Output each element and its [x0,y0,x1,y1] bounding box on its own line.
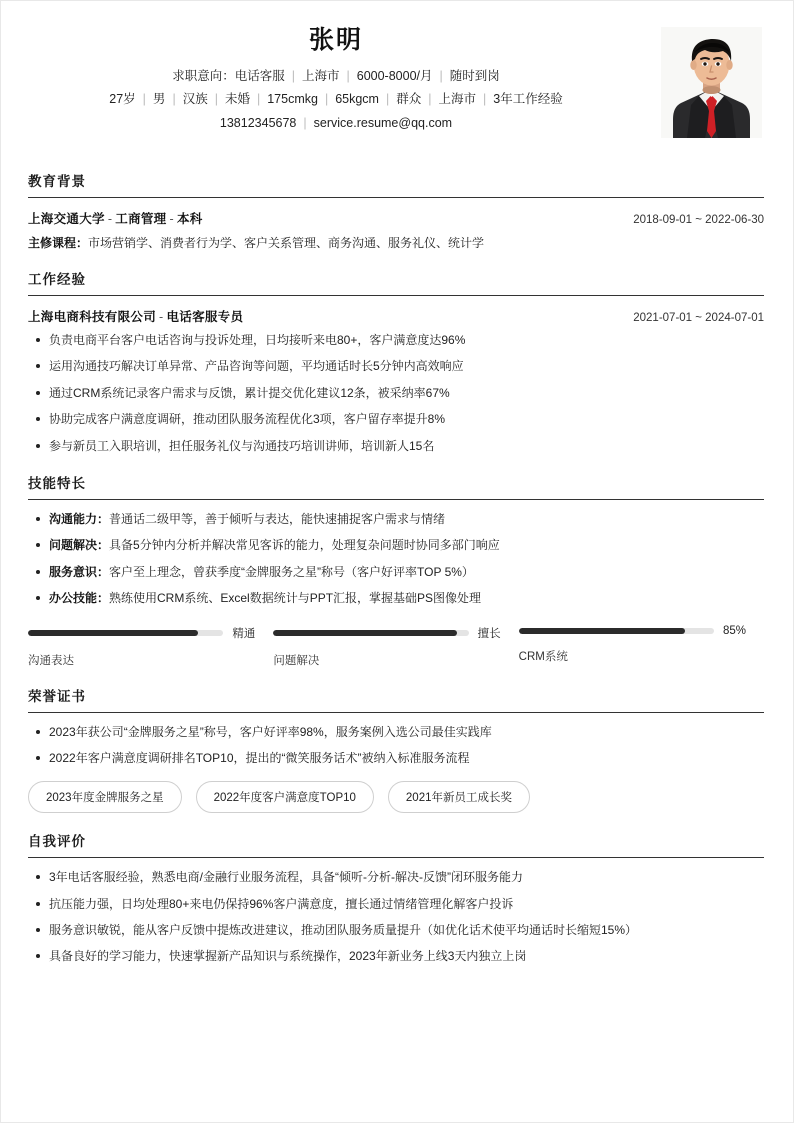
work-entry-head [28,307,764,325]
resume-header [28,23,764,153]
list-item: 通过CRM系统记录客户需求与反馈，累计提交优化建议12条，被采纳率67% [28,385,764,402]
dash: - [159,310,164,324]
list-item [28,590,764,607]
section-skills [28,472,764,668]
work-date: 2021-07-01 ~ 2024-07-01 [633,312,764,324]
skill-bar-level: 精通 [232,627,256,640]
personal-item-1: 男 [152,92,166,107]
personal-item-3: 未婚 [224,92,250,107]
section-title-education: 教育背景 [28,170,764,198]
list-item: 2022年客户满意度调研排名TOP10，提出的“微笑服务话术”被纳入标准服务流程 [28,750,764,767]
skill-bar-track [28,630,223,636]
contact-line [28,114,644,133]
page-title: 张明 [308,26,363,54]
separator: | [172,92,176,107]
skill-key: 服务意识： [49,564,110,579]
portrait-photo-icon [661,27,762,138]
education-school: 上海交通大学 [28,212,105,226]
personal-info-line [28,90,644,109]
objective-item-2: 6000-8000/月 [356,69,433,83]
list-item: 参与新员工入职培训，担任服务礼仪与沟通技巧培训讲师，培训新人15名 [28,438,764,455]
personal-item-2: 汉族 [182,92,208,107]
personal-item-4: 175cmkg [267,92,318,107]
separator: | [428,92,432,107]
list-item [28,537,764,554]
list-item: 负责电商平台客户电话咨询与投诉处理，日均接听来电80+，客户满意度达96% [28,332,764,349]
skill-bar-track [519,628,714,634]
separator: | [142,92,146,107]
list-item: 运用沟通技巧解决订单异常、产品咨询等问题，平均通话时长5分钟内高效响应 [28,358,764,375]
honor-tag[interactable]: 2022年度客户满意度TOP10 [196,781,374,813]
work-company: 上海电商科技有限公司 [28,310,157,324]
objective-label: 求职意向： [172,69,235,83]
education-degree: 本科 [176,212,203,226]
skill-bar-level: 擅长 [477,627,501,640]
objective-item-3: 随时到岗 [449,69,500,83]
skill-bar-label: 问题解决 [273,654,320,667]
section-title-self-evaluation: 自我评价 [28,830,764,858]
separator: | [483,92,487,107]
list-item: 3年电话客服经验，熟悉电商/金融行业服务流程，具备“倾听-分析-解决-反馈”闭环服务能力 [28,869,764,886]
skill-text: 熟练使用CRM系统、Excel数据统计与PPT汇报，掌握基础PS图像处理 [109,591,482,606]
section-work-experience [28,268,764,455]
personal-item-0: 27岁 [109,92,136,107]
dash: - [169,212,174,226]
work-position: 电话客服专员 [166,310,244,324]
skill-key: 问题解决： [49,538,110,553]
education-date: 2018-09-01 ~ 2022-06-30 [633,214,764,226]
objective-item-1: 上海市 [301,69,340,83]
list-item [28,511,764,528]
dash: - [107,212,113,226]
honor-tag[interactable]: 2021年新员工成长奖 [388,781,530,813]
list-item: 服务意识敏锐，能从客户反馈中提炼改进建议，推动团队服务质量提升（如优化话术使平均通话时长缩短15%） [28,922,764,939]
section-education [28,170,764,251]
section-self-evaluation [28,830,764,966]
education-major: 工商管理 [115,212,167,226]
personal-item-7: 上海市 [438,92,477,107]
skill-bar-fill [519,628,685,634]
list-item: 2023年获公司“金牌服务之星”称号，客户好评率98%，服务案例入选公司最佳实践库 [28,724,764,741]
separator: | [303,115,307,130]
skill-bar-group [28,625,764,668]
courses-value: 市场营销学、消费者行为学、客户关系管理、商务沟通、服务礼仪、统计学 [88,236,485,250]
skill-text: 客户至上理念，曾获季度“金牌服务之星”称号（客户好评率TOP 5%） [109,564,474,579]
separator: | [385,92,390,107]
skill-bar-row [519,625,746,637]
skill-bar-track [273,630,468,636]
skill-bar-label: 沟通表达 [28,654,74,667]
skill-text: 具备5分钟内分析并解决常见客诉的能力，处理复杂问题时协同多部门响应 [109,538,500,553]
work-bullet-list [28,332,764,455]
separator: | [346,69,350,83]
header-text-block [28,23,764,133]
section-title-honors: 荣誉证书 [28,685,764,713]
separator: | [324,92,329,107]
list-item: 协助完成客户满意度调研，推动团队服务流程优化3项，客户留存率提升8% [28,411,764,428]
skill-bar-fill [273,630,457,636]
phone-number: 13812345678 [219,115,297,130]
section-title-skills: 技能特长 [28,472,764,500]
separator: | [256,92,261,107]
email-address: service.resume@qq.com [313,115,453,130]
section-honors [28,685,764,814]
self-evaluation-bullet-list [28,869,764,966]
skill-text: 普通话二级甲等，善于倾听与表达，能快速捕捉客户需求与情绪 [109,511,446,526]
personal-item-5: 65kgcm [335,92,379,107]
list-item [28,564,764,581]
avatar [661,27,762,138]
education-entry-head [28,209,764,227]
separator: | [214,92,218,107]
separator: | [291,69,295,83]
list-item: 具备良好的学习能力，快速掌握新产品知识与系统操作，2023年新业务上线3天内独立上岗 [28,948,764,965]
education-courses-line [28,234,764,251]
honor-tag-group [28,781,764,813]
honors-bullet-list [28,724,764,768]
skill-bar-row [273,625,500,641]
objective-line [28,67,644,86]
section-title-work: 工作经验 [28,268,764,296]
objective-item-0: 电话客服 [234,69,285,83]
education-entry-title [28,209,203,227]
honor-tag[interactable]: 2023年度金牌服务之星 [28,781,182,813]
skill-bar-label: CRM系统 [518,650,568,663]
courses-label: 主修课程： [28,236,89,250]
personal-item-8: 3年工作经验 [493,92,563,107]
skills-bullet-list [28,511,764,608]
work-entry-title [28,307,243,325]
list-item: 抗压能力强，日均处理80+来电仍保持96%客户满意度，擅长通过情绪管理化解客户投诉 [28,896,764,913]
separator: | [439,69,443,83]
skill-bar-cell [273,625,518,668]
skill-bar-row [28,625,255,641]
skill-bar-fill [28,630,198,636]
skill-key: 沟通能力： [49,511,110,526]
personal-item-6: 群众 [396,92,422,107]
skill-bar-cell [519,625,764,668]
skill-key: 办公技能： [49,591,110,606]
skill-bar-cell [28,625,273,668]
skill-bar-level: 85% [722,624,746,637]
